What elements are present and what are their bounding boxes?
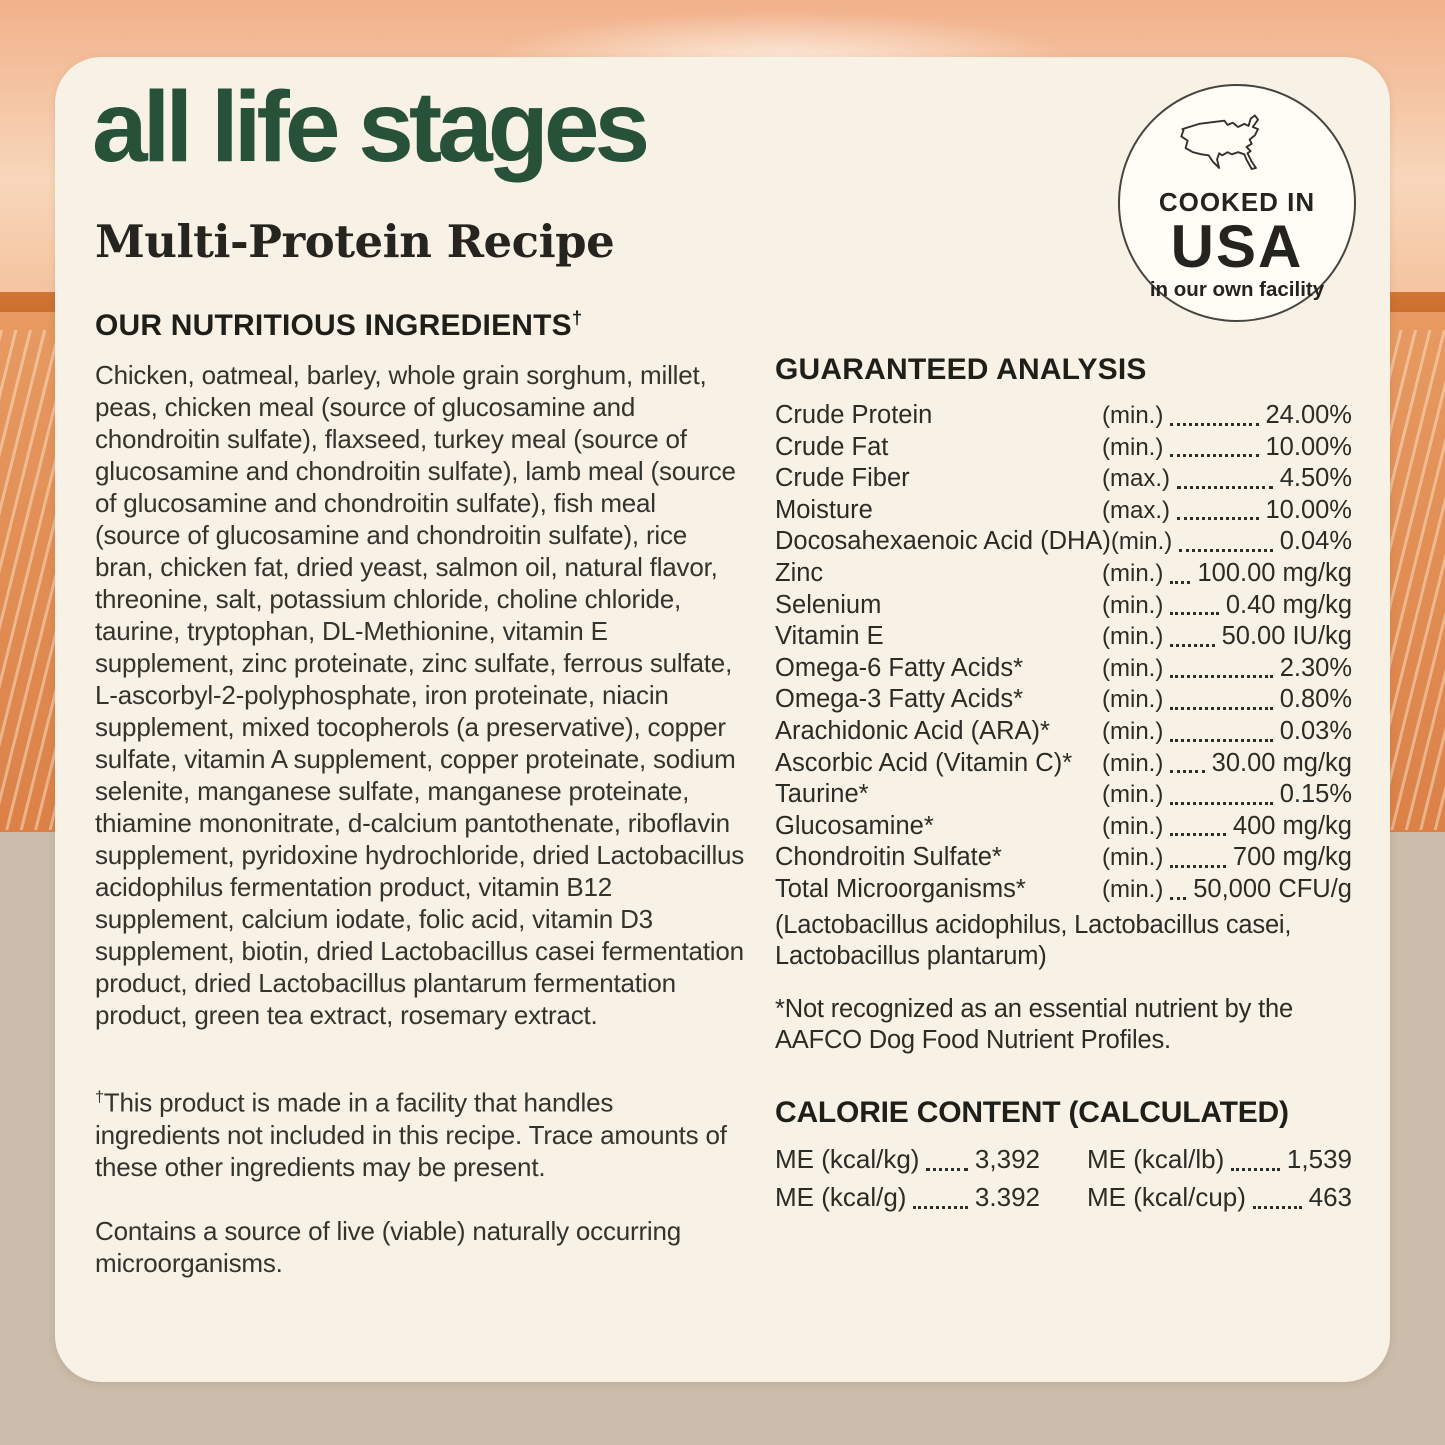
dot-leader [1170, 612, 1219, 615]
ga-nutrient: Docosahexaenoic Acid (DHA) [775, 527, 1111, 556]
dagger-symbol: † [95, 1088, 104, 1106]
dot-leader [1170, 644, 1214, 647]
ga-value: 50.00 IU/kg [1221, 622, 1352, 651]
table-row [775, 843, 1352, 875]
calorie-label: ME (kcal/lb) [1087, 1143, 1225, 1174]
calorie-value: 3,392 [974, 1143, 1040, 1174]
ga-nutrient: Crude Fat [775, 432, 889, 461]
usa-map-icon [1174, 110, 1300, 186]
ga-qualifier: (min.) [1102, 623, 1164, 651]
dot-leader [1170, 675, 1272, 678]
ga-nutrient: Omega-3 Fatty Acids* [775, 685, 1024, 714]
ga-qualifier: (min.) [1102, 781, 1164, 809]
ga-qualifier: (min.) [1102, 844, 1164, 872]
table-row [775, 749, 1352, 781]
table-row [775, 433, 1352, 465]
calorie-content-heading: CALORIE CONTENT (CALCULATED) [775, 1095, 1289, 1129]
page-title: all life stages [92, 71, 646, 183]
calorie-content-table [775, 1144, 1352, 1216]
dot-leader [1170, 865, 1226, 868]
table-row [775, 654, 1352, 686]
ga-qualifier: (min.) [1102, 717, 1164, 745]
table-row [775, 685, 1352, 717]
table-row [775, 527, 1352, 559]
calorie-entry [1087, 1144, 1352, 1178]
table-row [775, 401, 1352, 433]
guaranteed-analysis-heading: GUARANTEED ANALYSIS [775, 353, 1147, 386]
table-row [775, 591, 1352, 623]
table-row [775, 622, 1352, 654]
recipe-subtitle: Multi-Protein Recipe [95, 215, 615, 268]
ga-qualifier: (min.) [1102, 433, 1164, 461]
ga-value: 4.50% [1279, 464, 1352, 493]
ga-qualifier: (min.) [1102, 654, 1164, 682]
ga-value: 10.00% [1265, 495, 1352, 524]
dot-leader [1170, 423, 1258, 426]
ga-value: 50,000 CFU/g [1193, 874, 1352, 903]
table-row [775, 717, 1352, 749]
dot-leader [1170, 897, 1186, 900]
ga-value: 0.80% [1279, 685, 1352, 714]
ga-qualifier: (min.) [1102, 875, 1164, 903]
dot-leader [1253, 1206, 1302, 1209]
calorie-entry [775, 1144, 1040, 1178]
aafco-footnote: *Not recognized as an essential nutrient by the AAFCO Dog Food Nutrient Profiles. [775, 994, 1293, 1054]
ga-qualifier: (min.) [1102, 812, 1164, 840]
ga-qualifier: (max.) [1102, 496, 1170, 524]
microorganisms-note: Contains a source of live (viable) naturally occurring microorganisms. [95, 1215, 682, 1278]
ga-value: 0.04% [1279, 527, 1352, 556]
dot-leader [1170, 833, 1226, 836]
table-row [775, 812, 1352, 844]
label-card [55, 57, 1390, 1382]
dot-leader [1170, 581, 1190, 584]
table-row [775, 496, 1352, 528]
ga-value: 30.00 mg/kg [1211, 748, 1352, 777]
badge-text-facility: in our own facility [1149, 278, 1325, 301]
table-row [775, 559, 1352, 591]
dot-leader [913, 1206, 967, 1209]
calorie-value: 1,539 [1286, 1143, 1352, 1174]
cooked-in-usa-badge [1118, 84, 1356, 322]
guaranteed-analysis-table [775, 401, 1352, 907]
calorie-label: ME (kcal/cup) [1087, 1181, 1246, 1212]
ga-qualifier: (min.) [1102, 559, 1164, 587]
ga-value: 400 mg/kg [1232, 811, 1352, 840]
dot-leader [1170, 707, 1272, 710]
dot-leader [1231, 1168, 1280, 1171]
ga-nutrient: Ascorbic Acid (Vitamin C)* [775, 748, 1073, 777]
table-row [775, 875, 1352, 907]
ga-nutrient: Vitamin E [775, 622, 884, 651]
dot-leader [926, 1168, 967, 1171]
calorie-label: ME (kcal/g) [775, 1181, 907, 1212]
facility-note [95, 1081, 745, 1183]
badge-text-usa: USA [1170, 213, 1304, 280]
dot-leader [1179, 549, 1272, 552]
calorie-entry [1087, 1182, 1352, 1216]
ga-value: 0.15% [1279, 780, 1352, 809]
dot-leader [1177, 517, 1259, 520]
ga-qualifier: (min.) [1102, 686, 1164, 714]
dot-leader [1170, 454, 1258, 457]
ga-nutrient: Selenium [775, 590, 882, 619]
ga-value: 0.03% [1279, 716, 1352, 745]
dot-leader [1170, 770, 1204, 773]
ga-nutrient: Crude Fiber [775, 464, 910, 493]
ga-value: 0.40 mg/kg [1225, 590, 1352, 619]
microorganism-species: (Lactobacillus acidophilus, Lactobacillus casei, Lactobacillus plantarum) [775, 910, 1292, 970]
facility-note-text: This product is made in a facility that handles ingredients not included in this recipe. Trace amounts of these other ingredients may be present. [95, 1087, 727, 1182]
calorie-value: 463 [1308, 1181, 1352, 1212]
ga-nutrient: Omega-6 Fatty Acids* [775, 653, 1024, 682]
dagger-symbol: † [571, 307, 583, 328]
ga-nutrient: Zinc [775, 558, 824, 587]
dot-leader [1170, 802, 1272, 805]
ga-qualifier: (min.) [1102, 749, 1164, 777]
ingredients-list: Chicken, oatmeal, barley, whole grain sorghum, millet, peas, chicken meal (source of glucosamine and chondroitin sulfate), flaxseed, turkey meal (source of glucosamine and chondroitin sulfate), lamb meal (source of glucosamine and chondroitin sulfate), fish meal (source of glucosamine and chondroitin sulfate), rice bran, chicken fat, dried yeast, salmon oil, natural flavor, threonine, salt, potassium chloride, choline chloride, taurine, tryptophan, DL-Methionine, vitamin E supplement, zinc proteinate, zinc sulfate, ferrous sulfate, L-ascorbyl-2-polyphosphate, iron proteinate, niacin supplement, mixed tocopherols (a preservative), copper sulfate, vitamin A supplement, copper proteinate, sodium selenite, manganese sulfate, manganese proteinate, thiamine mononitrate, d-calcium pantothenate, riboflavin supplement, pyridoxine hydrochloride, dried Lactobacillus acidophilus fermentation product, vitamin B12 supplement, calcium iodate, folic acid, vitamin D3 supplement, biotin, dried Lactobacillus casei fermentation product, dried Lactobacillus plantarum fermentation product, green tea extract, rosemary extract. [95, 360, 745, 1030]
ga-value: 700 mg/kg [1232, 843, 1352, 872]
ga-qualifier: (min.) [1102, 402, 1164, 429]
ga-nutrient: Crude Protein [775, 401, 933, 429]
ingredients-heading-text: OUR NUTRITIOUS INGREDIENTS [95, 309, 572, 342]
ga-nutrient: Moisture [775, 495, 873, 524]
ga-value: 24.00% [1265, 401, 1352, 429]
ingredients-column [95, 307, 745, 1279]
ga-qualifier: (min.) [1102, 591, 1164, 619]
ingredients-heading [95, 307, 745, 343]
ga-nutrient: Chondroitin Sulfate* [775, 843, 1002, 872]
ga-value: 100.00 mg/kg [1197, 558, 1352, 587]
dot-leader [1177, 486, 1273, 489]
badge-text-cooked-in: COOKED IN [1158, 187, 1316, 217]
calorie-value: 3.392 [974, 1181, 1040, 1212]
ga-qualifier: (min.) [1110, 528, 1173, 556]
ga-nutrient: Taurine* [775, 780, 869, 809]
ga-value: 10.00% [1265, 432, 1352, 461]
calorie-entry [775, 1182, 1040, 1216]
calorie-label: ME (kcal/kg) [775, 1143, 920, 1174]
table-row [775, 464, 1352, 496]
ga-nutrient: Glucosamine* [775, 811, 934, 840]
ga-value: 2.30% [1279, 653, 1352, 682]
ga-qualifier: (max.) [1102, 465, 1170, 493]
dot-leader [1170, 739, 1272, 742]
ga-nutrient: Total Microorganisms* [775, 874, 1026, 903]
table-row [775, 780, 1352, 812]
analysis-column [775, 353, 1352, 1216]
ga-nutrient: Arachidonic Acid (ARA)* [775, 716, 1050, 745]
